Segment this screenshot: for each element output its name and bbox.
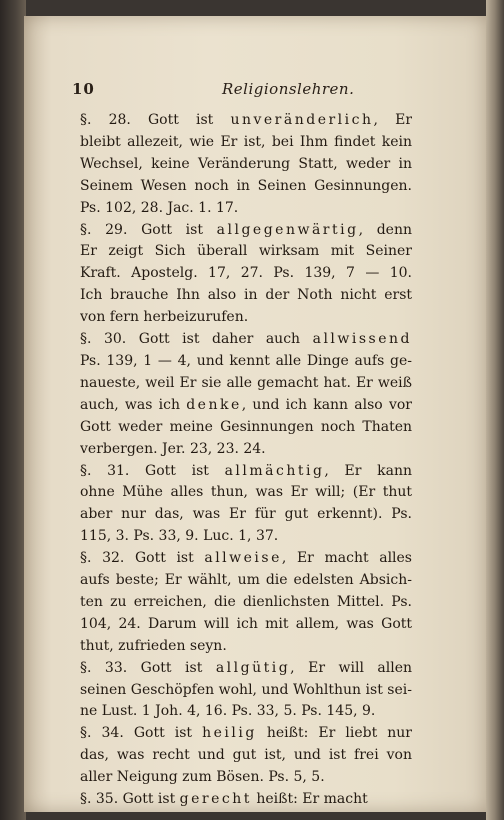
text-line	[80, 767, 412, 789]
text-line	[80, 285, 412, 307]
line-text: , Er kann	[324, 462, 412, 479]
line-text: thut, zufrieden seyn.	[80, 637, 227, 654]
text-line	[80, 504, 412, 526]
emphasized-term: gerecht	[179, 791, 252, 808]
line-text: Kraft. Apostelg. 17, 27. Ps. 139, 7 — 10.	[80, 265, 412, 282]
text-line	[80, 526, 412, 548]
line-text: Er zeigt Sich überall wirksam mit Seiner	[80, 243, 412, 260]
text-line	[80, 482, 412, 504]
text-line	[80, 439, 412, 461]
text-line	[80, 548, 412, 570]
line-text: , Er macht alles	[281, 550, 412, 567]
line-text: §. 31. Gott ist	[80, 462, 225, 479]
line-text: naueste, weil Er sie alle gemacht hat. Er weiß	[80, 374, 412, 391]
line-text: aber nur das, was Er für gut erkennt). Ps.	[80, 506, 412, 523]
paragraph	[80, 461, 412, 549]
paragraph	[80, 220, 412, 330]
line-text: Seinem Wesen noch in Seinen Gesinnungen.	[80, 177, 412, 194]
text-line	[80, 329, 412, 351]
line-text: §. 33. Gott ist	[80, 659, 216, 676]
text-line	[80, 241, 412, 263]
text-line	[80, 701, 412, 723]
line-text: heißt: Er macht	[251, 791, 368, 808]
line-text: , und ich kann also vor	[241, 396, 412, 413]
text-line	[80, 636, 412, 658]
line-text: §. 30. Gott ist daher auch	[80, 331, 313, 348]
line-text: aller Neigung zum Bösen. Ps. 5, 5.	[80, 769, 325, 786]
page-header	[72, 80, 412, 106]
line-text: ne Lust. 1 Joh. 4, 16. Ps. 33, 5. Ps. 145, 9.	[80, 703, 376, 720]
text-line	[80, 570, 412, 592]
line-text: §. 29. Gott ist	[80, 221, 217, 238]
emphasized-term: allmächtig	[224, 462, 325, 479]
emphasized-term: allwissend	[312, 331, 412, 348]
text-line	[80, 351, 412, 373]
line-text: , Er	[373, 112, 412, 128]
line-text: §. 34. Gott ist	[80, 725, 203, 742]
text-line	[80, 680, 412, 702]
line-text: ohne Mühe alles thun, was Er will; (Er thut	[80, 484, 412, 501]
line-text: Ps. 102, 28. Jac. 1. 17.	[80, 199, 239, 216]
line-text: heißt: Er liebt nur	[256, 725, 412, 742]
line-text: Gott weder meine Gesinnungen noch Thaten	[80, 418, 412, 435]
line-text: ten zu erreichen, die dienlichsten Mittel. Ps.	[80, 593, 412, 610]
page-edge	[486, 0, 504, 820]
paragraph	[80, 329, 412, 460]
text-line	[80, 723, 412, 745]
emphasized-term: allweise	[204, 550, 282, 567]
line-text: §. 32. Gott ist	[80, 550, 205, 567]
body-text	[80, 110, 412, 811]
text-line	[80, 132, 412, 154]
emphasized-term: allgegenwärtig	[216, 221, 359, 238]
text-line	[80, 395, 412, 417]
paragraph	[80, 658, 412, 724]
emphasized-term: allgütig	[215, 659, 291, 676]
text-line	[80, 176, 412, 198]
line-text: §. 35. Gott ist	[80, 791, 180, 808]
line-text: Ps. 139, 1 — 4, und kennt alle Dinge aufs ge-	[80, 352, 412, 369]
line-text: aufs beste; Er wählt, um die edelsten Absich-	[80, 572, 412, 589]
line-text: verbergen. Jer. 23, 23. 24.	[80, 440, 266, 457]
line-text: , Er will allen	[290, 659, 412, 676]
line-text: , denn	[358, 221, 412, 238]
text-line	[80, 263, 412, 285]
text-line	[80, 110, 412, 132]
text-line	[80, 745, 412, 767]
text-line	[80, 789, 412, 811]
emphasized-term: denke	[186, 396, 242, 413]
paragraph	[80, 789, 412, 811]
line-text: 115, 3. Ps. 33, 9. Luc. 1, 37.	[80, 528, 279, 545]
line-text: auch, was ich	[80, 396, 187, 413]
text-line	[80, 220, 412, 242]
text-line	[80, 658, 412, 680]
text-line	[80, 614, 412, 636]
line-text: §. 28. Gott ist	[80, 112, 231, 128]
running-title: Religionslehren.	[222, 80, 355, 98]
text-line	[80, 417, 412, 439]
line-text: 104, 24. Darum will ich mit allem, was Gott	[80, 615, 412, 632]
line-text: Wechsel, keine Veränderung Statt, weder in	[80, 155, 412, 172]
text-line	[80, 307, 412, 329]
line-text: seinen Geschöpfen wohl, und Wohlthun ist sei-	[80, 681, 412, 698]
binding-shadow	[0, 0, 26, 820]
text-line	[80, 154, 412, 176]
line-text: Ich brauche Ihn also in der Noth nicht erst	[80, 287, 412, 304]
paragraph	[80, 110, 412, 220]
text-line	[80, 198, 412, 220]
text-line	[80, 461, 412, 483]
page-number: 10	[72, 80, 95, 98]
line-text: von fern herbeizurufen.	[80, 309, 249, 326]
line-text: das, was recht und gut ist, und ist frei von	[80, 747, 412, 764]
line-text: bleibt allezeit, wie Er ist, bei Ihm findet kein	[80, 133, 412, 150]
text-line	[80, 373, 412, 395]
emphasized-term: unveränderlich	[230, 112, 374, 128]
text-line	[80, 592, 412, 614]
paragraph	[80, 548, 412, 658]
paragraph	[80, 723, 412, 789]
emphasized-term: heilig	[202, 725, 257, 742]
